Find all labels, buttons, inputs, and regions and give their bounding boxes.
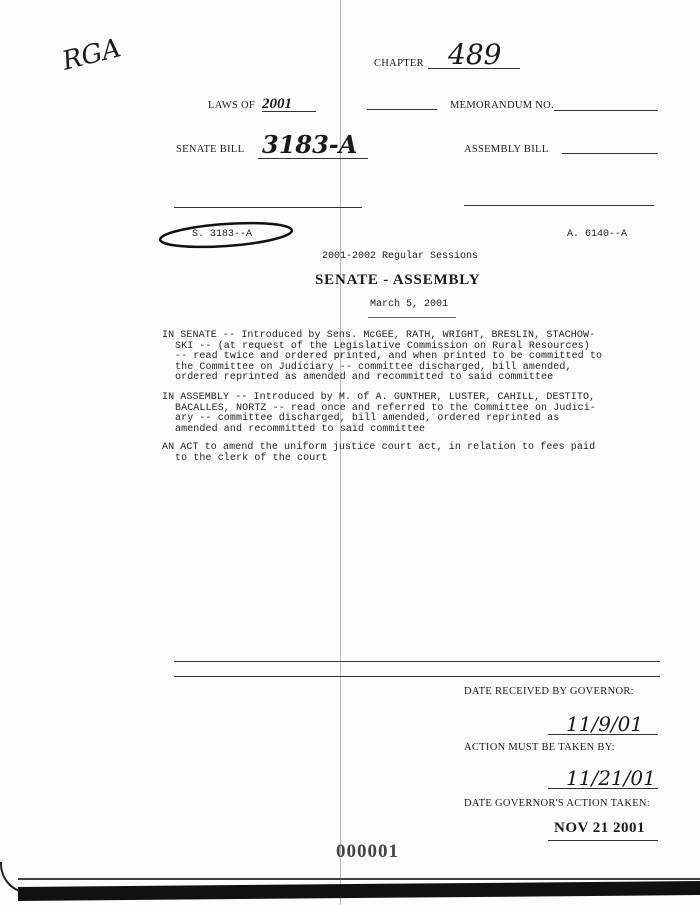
- assembly-number: A. 6140--A: [567, 229, 628, 240]
- senate-line: IN SENATE -- Introduced by Sens. McGEE, RATH, WRIGHT, BRESLIN, STACHOW-: [162, 330, 596, 341]
- handwritten-initials: RGA: [59, 33, 124, 77]
- laws-year: 2001: [262, 96, 292, 112]
- assembly-line: IN ASSEMBLY -- Introduced by M. of A. GUNTHER, LUSTER, CAHILL, DESTITO,: [162, 392, 596, 403]
- laws-blank-line: [367, 109, 437, 110]
- date-received-line: [548, 734, 658, 735]
- date-received-value: 11/9/01: [566, 712, 644, 736]
- senate-line: SKI -- (at request of the Legislative Commission on Rural Resources): [175, 340, 590, 352]
- scan-edge-bar: [18, 881, 700, 901]
- assembly-line: ary -- committee discharged, bill amended, ordered reprinted as: [175, 413, 560, 424]
- footer-rule-top: [174, 661, 660, 662]
- governor-action-line: [548, 840, 658, 841]
- chapter-number: 489: [448, 38, 502, 71]
- senate-bill-label: SENATE BILL: [176, 144, 245, 155]
- action-deadline-label: ACTION MUST BE TAKEN BY:: [464, 742, 615, 753]
- senate-line: the Committee on Judiciary -- committee discharged, bill amended,: [175, 361, 572, 373]
- governor-action-stamp: NOV 21 2001: [554, 820, 646, 836]
- assembly-bill-line: [562, 153, 658, 154]
- senate-bill-underline: [258, 158, 368, 159]
- session-line: 2001-2002 Regular Sessions: [322, 251, 479, 262]
- senate-number: S. 3183--A: [192, 229, 253, 240]
- memorandum-label: MEMORANDUM NO.: [450, 100, 554, 111]
- signature-line-left: [174, 207, 362, 208]
- assembly-bill-label: ASSEMBLY BILL: [464, 144, 549, 155]
- senate-bill-number: 3183-A: [262, 130, 358, 159]
- laws-underline: [262, 111, 316, 112]
- laws-label: LAWS OF: [208, 100, 256, 111]
- date-rule: [368, 317, 456, 318]
- page-number-stamp: 000001: [336, 841, 399, 862]
- assembly-introduction-paragraph: [162, 393, 668, 435]
- action-deadline-line: [548, 788, 658, 789]
- assembly-line: amended and recommitted to said committee: [175, 423, 426, 435]
- senate-assembly-heading: SENATE - ASSEMBLY: [315, 272, 481, 288]
- chapter-label: CHAPTER: [374, 58, 424, 69]
- act-line: AN ACT to amend the uniform justice court act, in relation to fees paid: [162, 442, 596, 453]
- scan-edge-thin-line: [18, 878, 700, 880]
- act-line: to the clerk of the court: [175, 452, 328, 464]
- act-title-paragraph: [162, 443, 668, 464]
- footer-rule-bottom: [174, 676, 660, 677]
- governor-action-label: DATE GOVERNOR'S ACTION TAKEN:: [464, 798, 651, 809]
- memorandum-line: [554, 110, 658, 111]
- senate-line: -- read twice and ordered printed, and when printed to be committed to: [175, 351, 603, 362]
- bill-date: March 5, 2001: [370, 299, 449, 310]
- senate-introduction-paragraph: [162, 331, 668, 384]
- assembly-line: BACALLES, NORTZ -- read once and referred to the Committee on Judici-: [175, 402, 596, 414]
- date-received-label: DATE RECEIVED BY GOVERNOR:: [464, 686, 634, 697]
- signature-line-right: [464, 205, 654, 206]
- senate-line: ordered reprinted as amended and recommitted to said committee: [175, 372, 554, 383]
- action-deadline-value: 11/21/01: [566, 766, 656, 790]
